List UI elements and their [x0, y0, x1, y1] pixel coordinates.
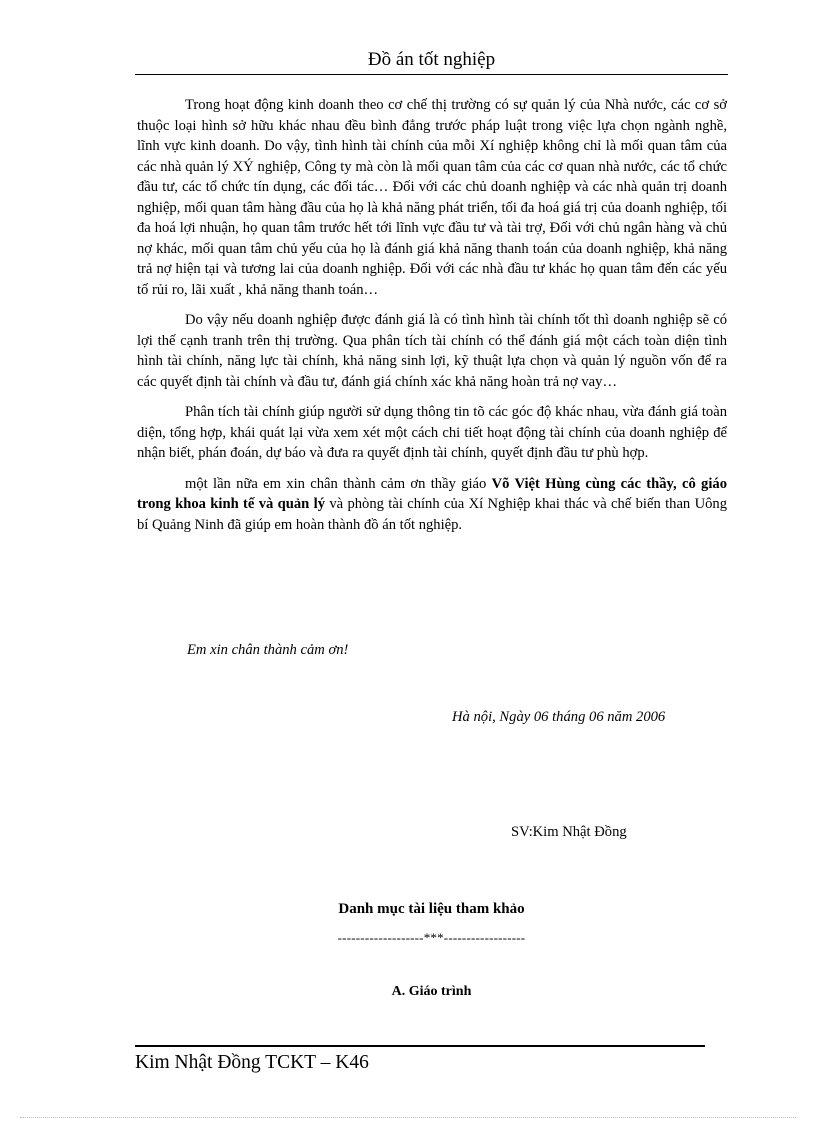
paragraph-1: Trong hoạt động kinh doanh theo cơ chế thị trường có sự quản lý của Nhà nước, các cơ sở thuộc loại hình sở hữu khác nhau đều bình đẳng trước pháp luật trong việc lựa chọn ngành nghề, lĩnh vực kinh doanh. Do vậy, tình hình tài chính của mỗi Xí nghiệp không chỉ là mối quan tâm của các nhà quản lý XÝ nghiệp, Công ty mà còn là mối quan tâm của các cơ quan nhà nước, các tổ chức đầu tư, các tổ chức tín dụng, các đối tác… Đối với các chủ doanh nghiệp và các nhà quản trị doanh nghiệp, mối quan tâm hàng đầu của họ là khả năng phát triển, tối đa hoá giá trị của doanh nghiệp, tối đa hoá lợi nhuận, họ quan tâm trước hết tới lĩnh vực đầu tư và tài trợ, Đối với chủ ngân hàng và chủ nợ khác, mối quan tâm chủ yếu của họ là đánh giá khả năng thanh toán của doanh nghiệp, khả năng trả nợ hiện tại và tương lai của doanh nghiệp. Đối với các nhà đầu tư khác họ quan tâm đến các yếu tố rủi ro, lãi xuất , khả năng thanh toán…	[137, 97, 727, 298]
page-header-title: Đồ án tốt nghiệp	[367, 49, 496, 70]
thanks-bold: Võ Việt Hùng cùng các thầy, cô giáo trong khoa kinh tế và quản lý	[137, 475, 727, 512]
footer-rule	[135, 1045, 705, 1047]
thanks-tail: và phòng tài chính của Xí Nghiệp khai thác và chế biến than Uông bí Quảng Ninh đã giúp em hoàn thành đồ án tốt nghiệp.	[137, 496, 727, 533]
references-section-heading: A. Giáo trình	[391, 984, 472, 999]
thanks-lead: một lần nữa em xin chân thành cảm ơn thầy giáo	[185, 475, 492, 492]
date-line: Hà nội, Ngày 06 tháng 06 năm 2006	[452, 709, 666, 725]
header-rule	[135, 74, 728, 75]
paragraph-3: Phân tích tài chính giúp người sử dụng thông tin tõ các góc độ khác nhau, vừa đánh giá toàn diện, tổng hợp, khái quát lại vừa xem xét một cách chi tiết hoạt động tài chính của doanh nghiệp để nhận biết, phán đoán, dự báo và đưa ra quyết định tài chính, quyết định đầu tư phù hợp.	[137, 404, 727, 461]
page-footer: Kim Nhật Đồng TCKT – K46	[135, 1052, 369, 1073]
references-title: Danh mục tài liệu tham khảo	[338, 901, 525, 917]
body-text	[137, 95, 727, 535]
signature: SV:Kim Nhật Đồng	[511, 824, 627, 840]
thanks-paragraph	[137, 474, 727, 536]
paragraph-2: Do vậy nếu doanh nghiệp được đánh giá là có tình hình tài chính tốt thì doanh nghiệp sẽ có lợi thế cạnh tranh trên thị trường. Qua phân tích tài chính có thể đánh giá một cách toàn diện tình hình tài chính, năng lực tài chính, khả năng sinh lợi, kỹ thuật lựa chọn và quản lý nguồn vốn để ra các quyết định tài chính và đầu tư, đánh giá chính xác khả năng hoàn trả nợ vay…	[137, 312, 727, 390]
references-divider: -------------------***------------------	[337, 930, 526, 945]
closing-line: Em xin chân thành cảm ơn!	[187, 642, 349, 658]
page-edge	[20, 1117, 796, 1118]
